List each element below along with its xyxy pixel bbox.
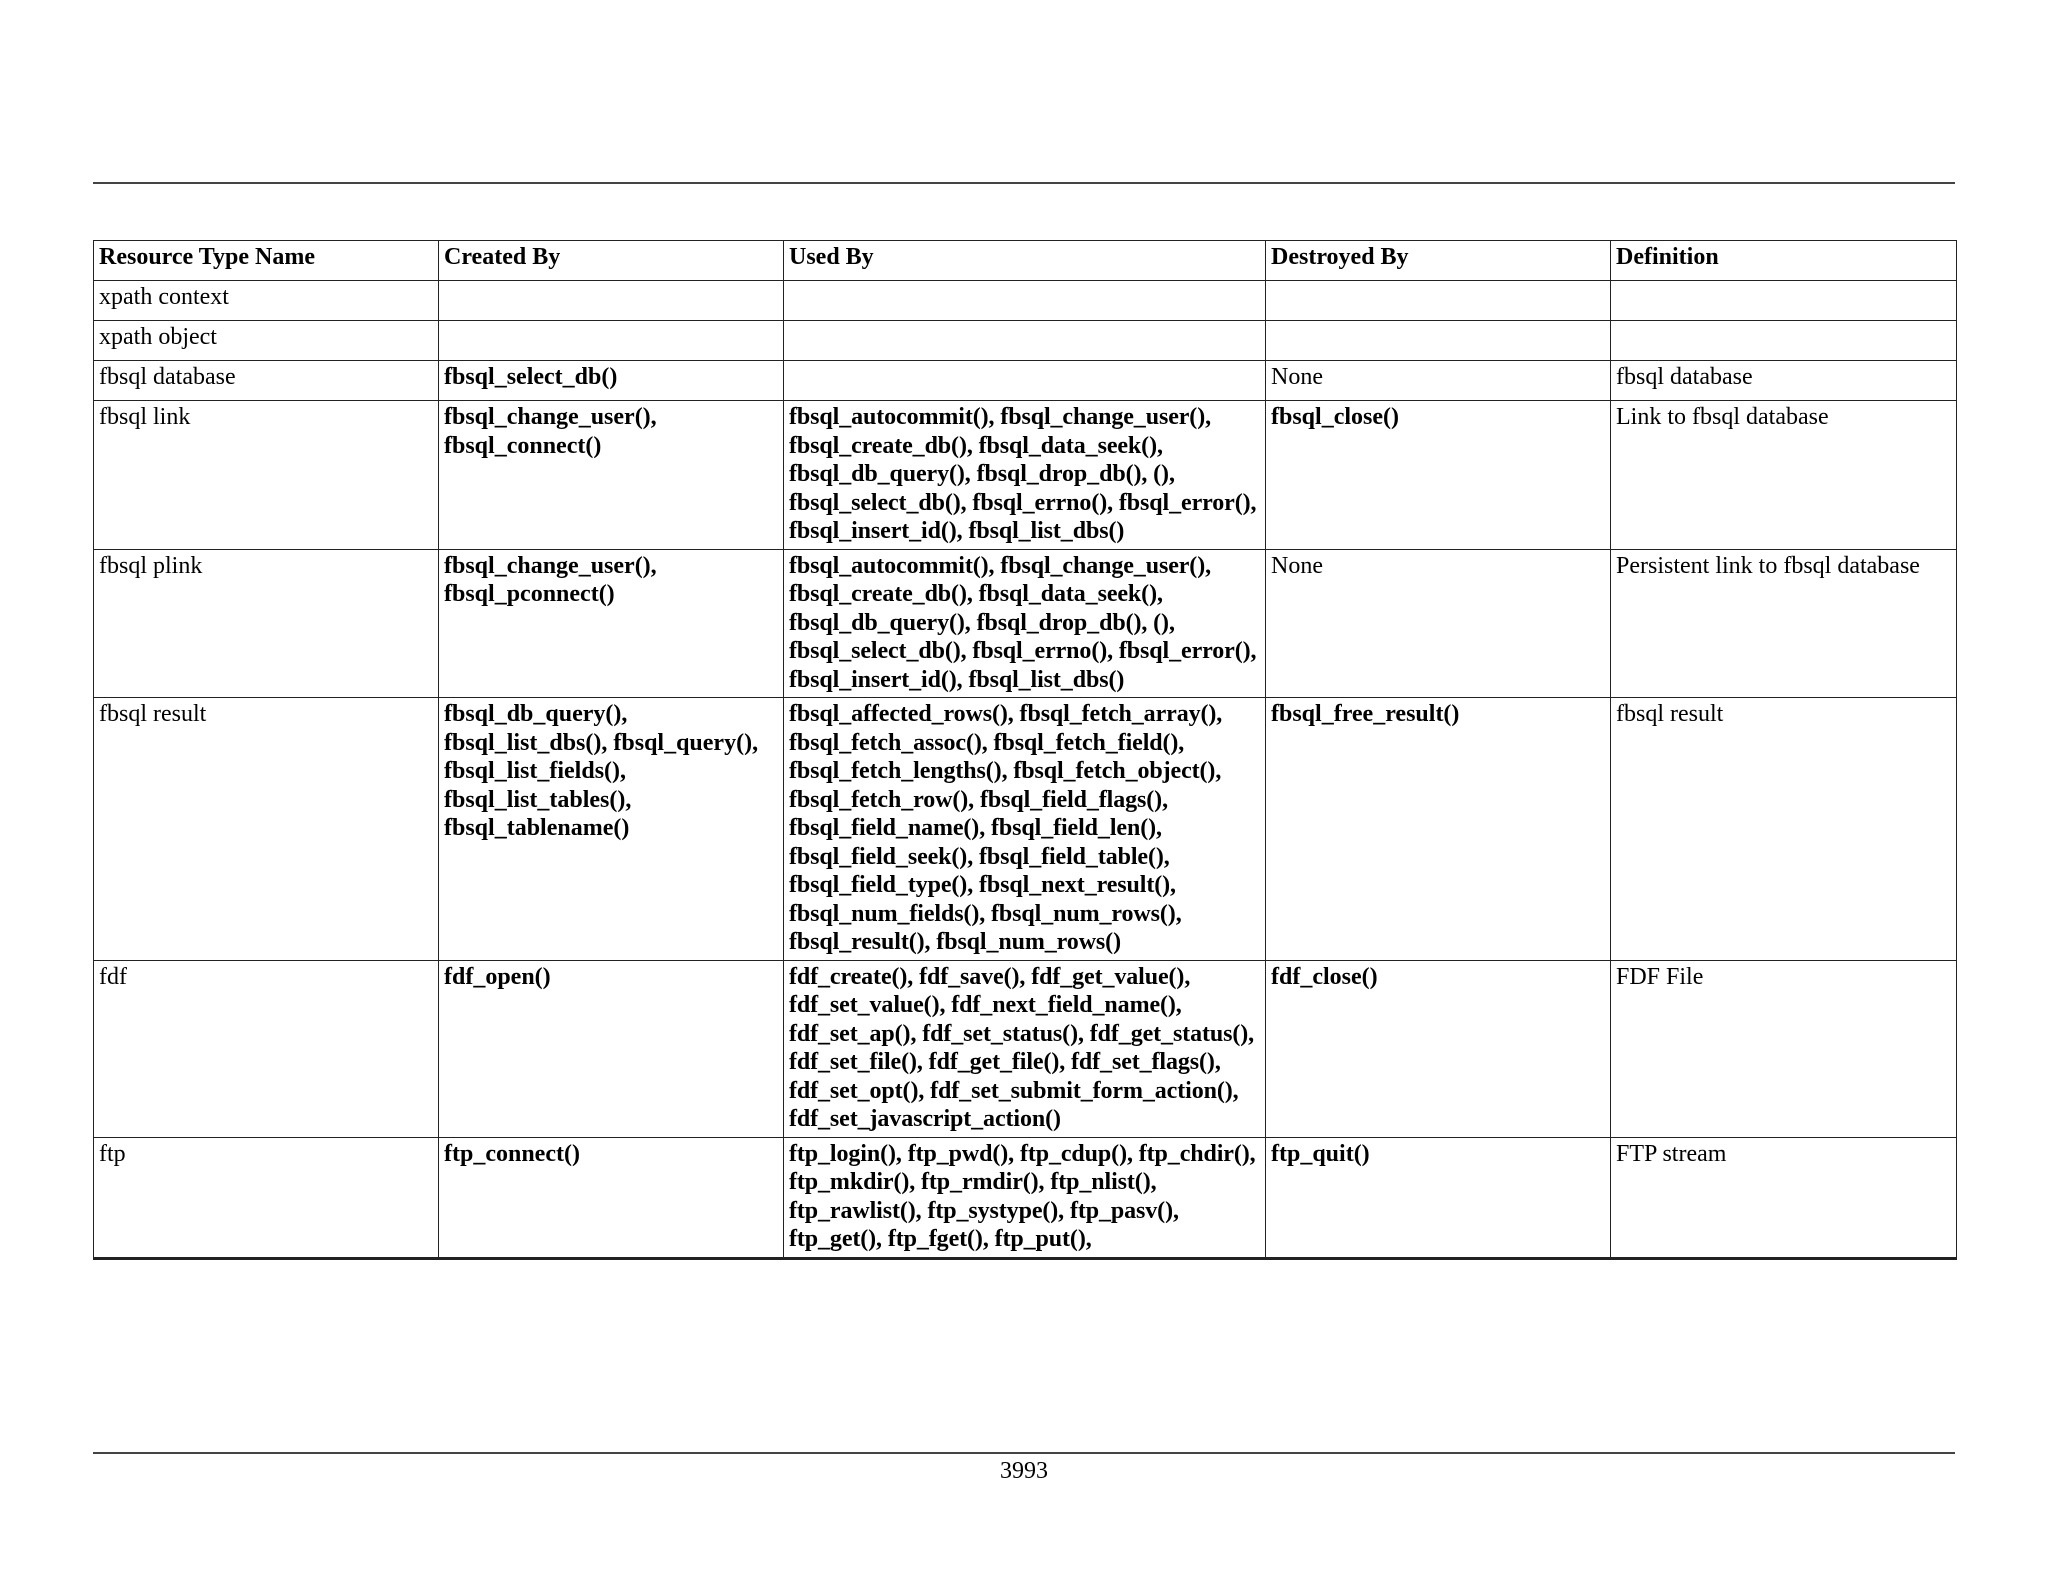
cell-destroyed-by: ftp_quit() — [1266, 1137, 1611, 1258]
cell-used-by — [784, 321, 1266, 361]
header-destroyed-by: Destroyed By — [1266, 241, 1611, 281]
table-row — [94, 361, 1957, 401]
cell-created-by: fbsql_select_db() — [439, 361, 784, 401]
cell-destroyed-by: None — [1266, 549, 1611, 698]
cell-used-by: fbsql_affected_rows(), fbsql_fetch_array(), fbsql_fetch_assoc(), fbsql_fetch_field(), fbsql_fetch_lengths(), fbsql_fetch_object(), fbsql_fetch_row(), fbsql_field_flags(), fbsql_field_name(), fbsql_field_len(), fbsql_field_seek(), fbsql_field_table(), fbsql_field_type(), fbsql_next_result(), fbsql_num_fields(), fbsql_num_rows(), fbsql_result(), fbsql_num_rows() — [784, 698, 1266, 961]
page-number: 3993 — [1000, 1458, 1048, 1484]
cell-definition: FTP stream — [1611, 1137, 1957, 1258]
cell-created-by: fbsql_change_user(), fbsql_pconnect() — [439, 549, 784, 698]
cell-used-by — [784, 361, 1266, 401]
cell-created-by: fbsql_change_user(), fbsql_connect() — [439, 401, 784, 550]
cell-created-by — [439, 281, 784, 321]
cell-created-by: fdf_open() — [439, 960, 784, 1137]
cell-used-by: fbsql_autocommit(), fbsql_change_user(), fbsql_create_db(), fbsql_data_seek(), fbsql_db_query(), fbsql_drop_db(), (), fbsql_select_db(), fbsql_errno(), fbsql_error(), fbsql_insert_id(), fbsql_list_dbs() — [784, 549, 1266, 698]
table-row — [94, 281, 1957, 321]
cell-resource-name: fbsql plink — [94, 549, 439, 698]
cell-definition — [1611, 281, 1957, 321]
header-created-by: Created By — [439, 241, 784, 281]
header-definition: Definition — [1611, 241, 1957, 281]
table-row — [94, 1137, 1957, 1258]
cell-definition: fbsql result — [1611, 698, 1957, 961]
footer-rule — [93, 1452, 1955, 1454]
table-row — [94, 960, 1957, 1137]
cell-resource-name: fbsql database — [94, 361, 439, 401]
cell-created-by: fbsql_db_query(), fbsql_list_dbs(), fbsql_query(), fbsql_list_fields(), fbsql_list_tables(), fbsql_tablename() — [439, 698, 784, 961]
table-row — [94, 549, 1957, 698]
cell-used-by: fdf_create(), fdf_save(), fdf_get_value(), fdf_set_value(), fdf_next_field_name(), fdf_set_ap(), fdf_set_status(), fdf_get_status(), fdf_set_file(), fdf_get_file(), fdf_set_flags(), fdf_set_opt(), fdf_set_submit_form_action(), fdf_set_javascript_action() — [784, 960, 1266, 1137]
cell-destroyed-by: fbsql_close() — [1266, 401, 1611, 550]
cell-definition: Link to fbsql database — [1611, 401, 1957, 550]
table-row — [94, 401, 1957, 550]
cell-used-by — [784, 281, 1266, 321]
cell-destroyed-by — [1266, 321, 1611, 361]
cell-used-by: ftp_login(), ftp_pwd(), ftp_cdup(), ftp_chdir(), ftp_mkdir(), ftp_rmdir(), ftp_nlist(), ftp_rawlist(), ftp_systype(), ftp_pasv(), ftp_get(), ftp_fget(), ftp_put(), — [784, 1137, 1266, 1258]
header-resource-type-name: Resource Type Name — [94, 241, 439, 281]
cell-resource-name: fdf — [94, 960, 439, 1137]
cell-destroyed-by: fbsql_free_result() — [1266, 698, 1611, 961]
cell-definition — [1611, 321, 1957, 361]
cell-resource-name: fbsql link — [94, 401, 439, 550]
header-rule — [93, 182, 1955, 184]
cell-resource-name: xpath context — [94, 281, 439, 321]
cell-resource-name: ftp — [94, 1137, 439, 1258]
resource-types-table — [93, 240, 1957, 1260]
cell-destroyed-by: None — [1266, 361, 1611, 401]
cell-created-by — [439, 321, 784, 361]
cell-used-by: fbsql_autocommit(), fbsql_change_user(), fbsql_create_db(), fbsql_data_seek(), fbsql_db_query(), fbsql_drop_db(), (), fbsql_select_db(), fbsql_errno(), fbsql_error(), fbsql_insert_id(), fbsql_list_dbs() — [784, 401, 1266, 550]
cell-resource-name: xpath object — [94, 321, 439, 361]
table-header-row — [94, 241, 1957, 281]
table-row — [94, 321, 1957, 361]
table-row — [94, 698, 1957, 961]
header-used-by: Used By — [784, 241, 1266, 281]
cell-destroyed-by — [1266, 281, 1611, 321]
cell-definition: Persistent link to fbsql database — [1611, 549, 1957, 698]
cell-definition: fbsql database — [1611, 361, 1957, 401]
cell-created-by: ftp_connect() — [439, 1137, 784, 1258]
cell-destroyed-by: fdf_close() — [1266, 960, 1611, 1137]
cell-definition: FDF File — [1611, 960, 1957, 1137]
cell-resource-name: fbsql result — [94, 698, 439, 961]
